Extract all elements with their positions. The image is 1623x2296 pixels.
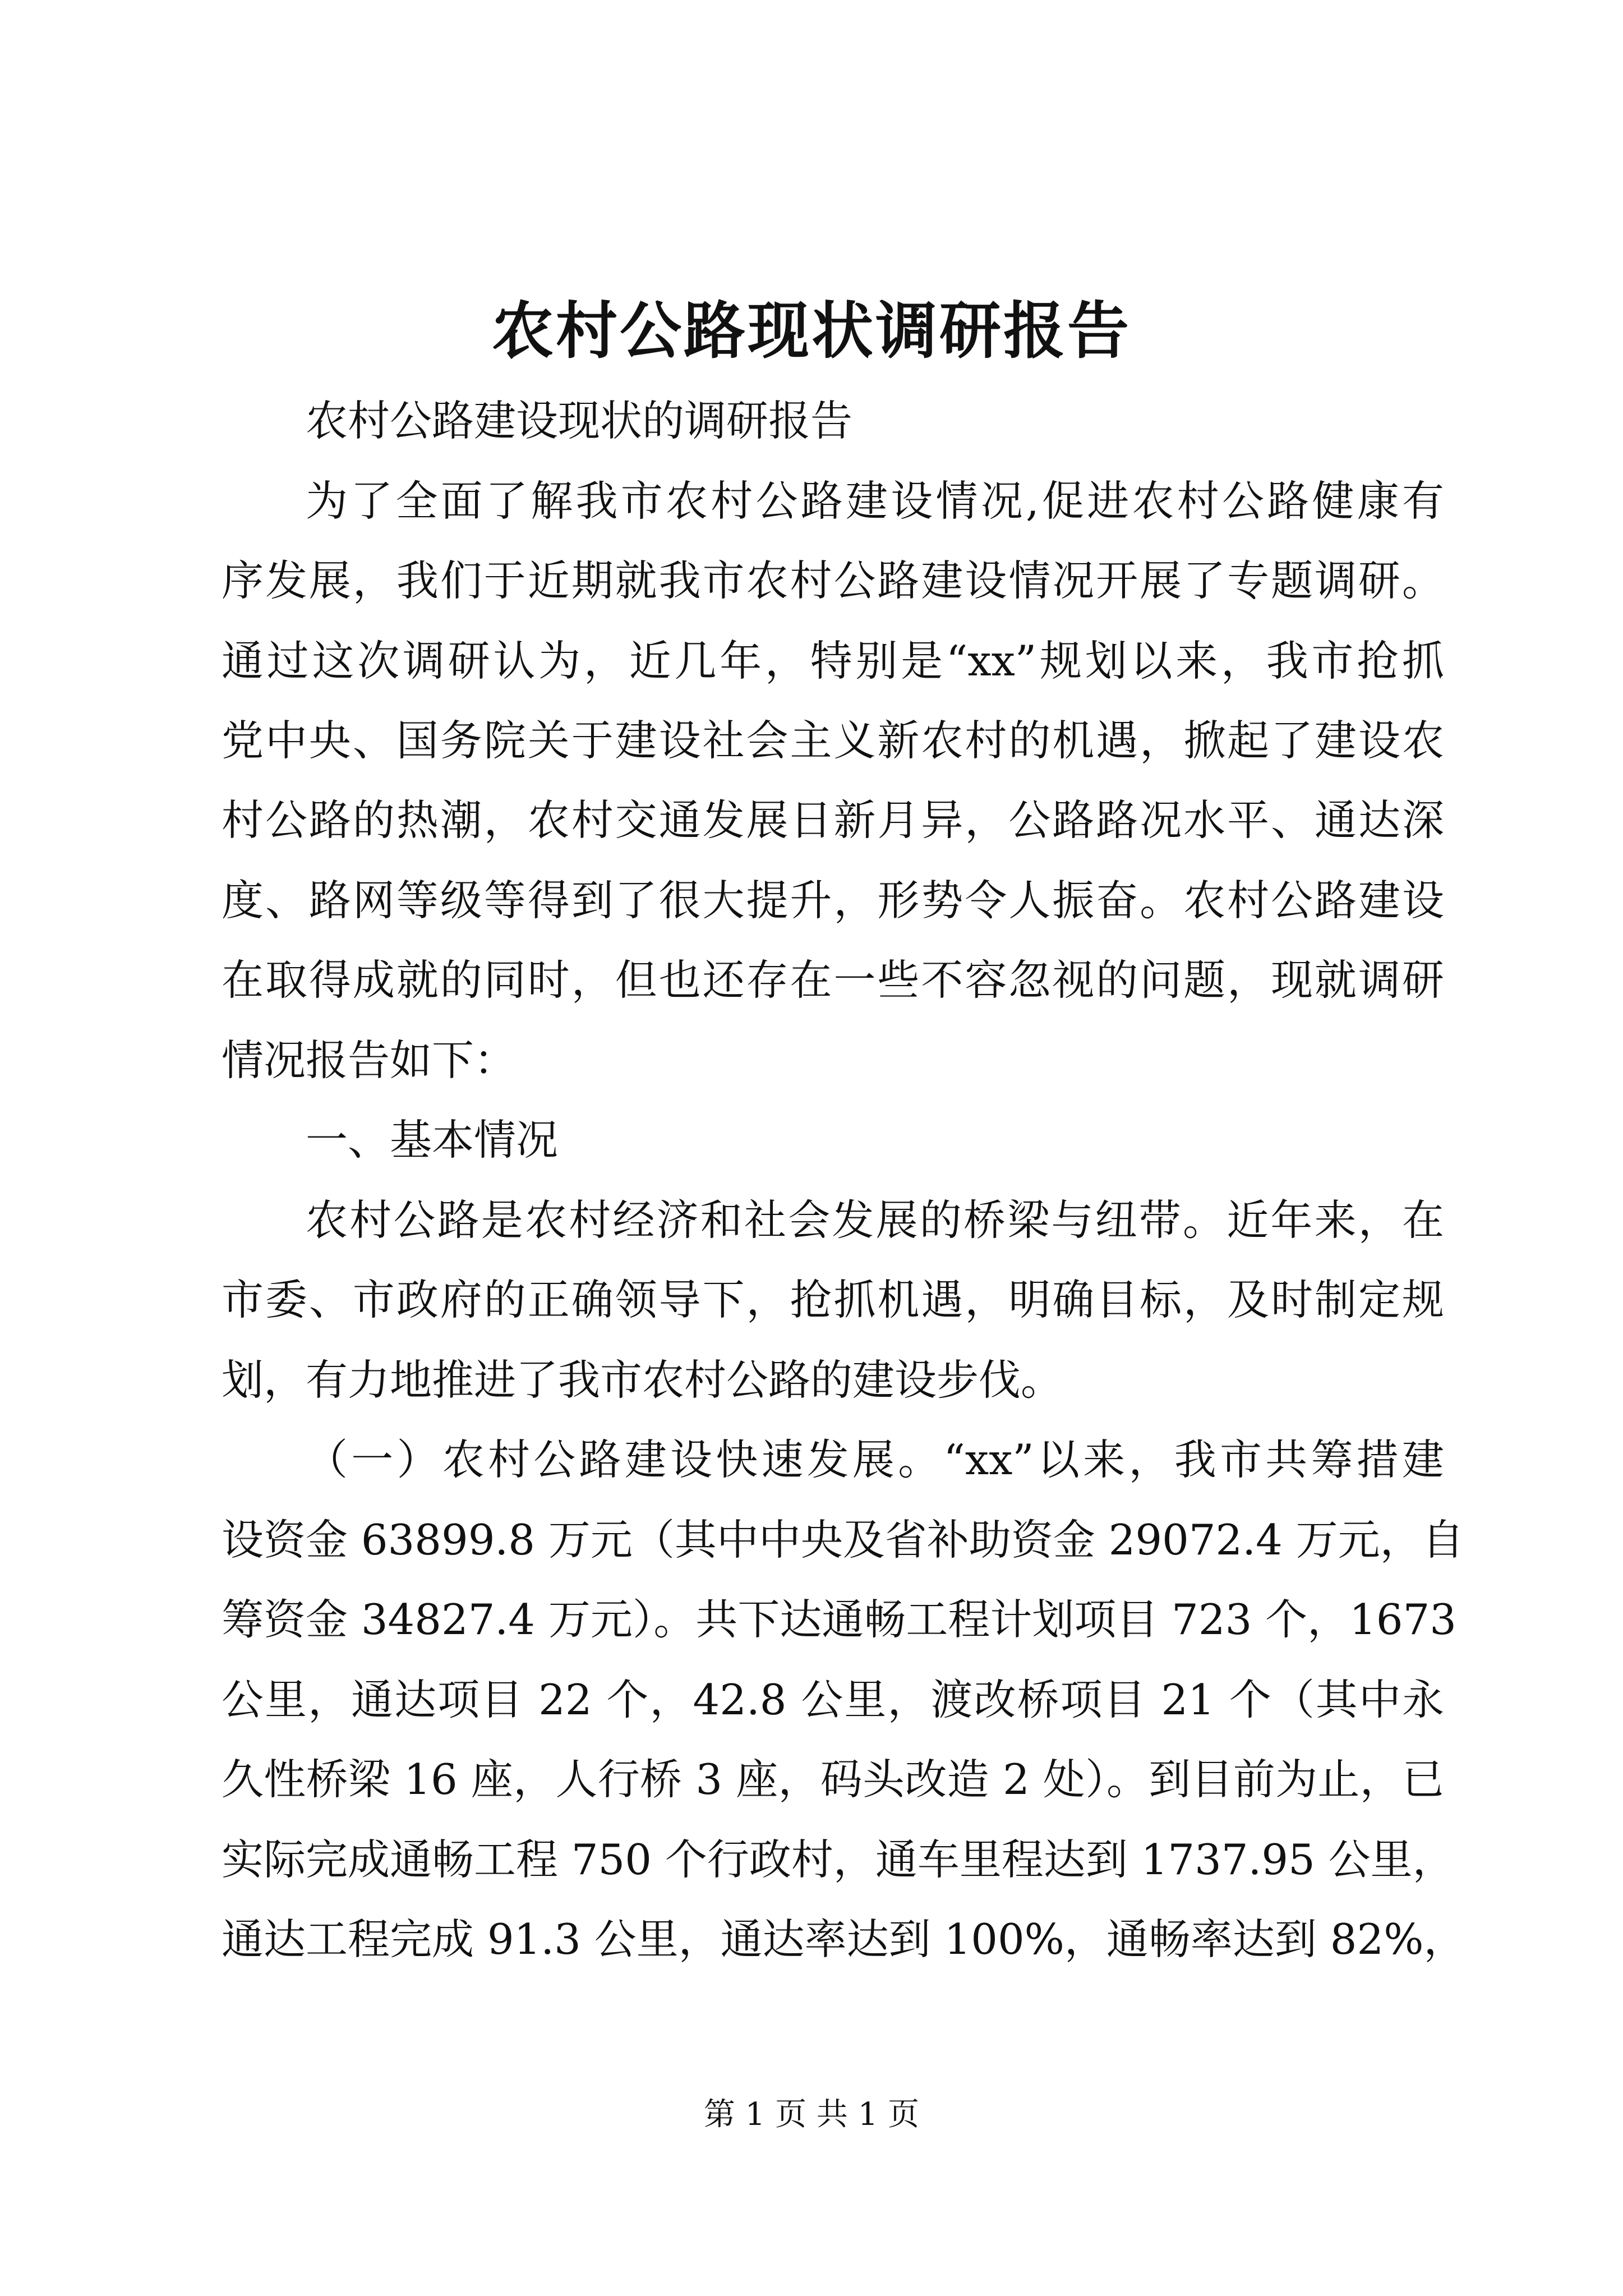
paragraph-line: 设资金 63899.8 万元（其中中央及省补助资金 29072.4 万元，自 [222,1515,1464,1565]
paragraph-line: 通达工程完成 91.3 公里，通达率达到 100%，通畅率达到 82%， [222,1915,1466,1964]
paragraph-line: 农村公路是农村经济和社会发展的桥梁与纽带。近年来，在 [306,1195,1444,1245]
paragraph-line: 党中央、国务院关于建设社会主义新农村的机遇，掀起了建设农 [222,716,1444,765]
paragraph-line: 久性桥梁 16 座，人行桥 3 座，码头改造 2 处）。到目前为止，已 [222,1755,1444,1804]
page-number-footer: 第 1 页 共 1 页 [703,2096,920,2133]
paragraph-line: 划，有力地推进了我市农村公路的建设步伐。 [222,1355,1063,1405]
document-subtitle: 农村公路建设现状的调研报告 [306,396,853,445]
paragraph-line: 度、路网等级等得到了很大提升，形势令人振奋。农村公路建设 [222,876,1444,925]
paragraph-line: 村公路的热潮，农村交通发展日新月异，公路路况水平、通达深 [222,795,1444,845]
paragraph-line: 筹资金 34827.4 万元）。共下达通畅工程计划项目 723 个，1673 [222,1595,1457,1644]
paragraph-line: 通过这次调研认为，近几年，特别是“xx”规划以来，我市抢抓 [222,636,1444,685]
document-title: 农村公路现状调研报告 [492,295,1131,367]
paragraph-line: 实际完成通畅工程 750 个行政村，通车里程达到 1737.95 公里， [222,1835,1455,1884]
paragraph-line: 序发展，我们于近期就我市农村公路建设情况开展了专题调研。 [222,556,1444,605]
paragraph-line: （一）农村公路建设快速发展。“xx”以来，我市共筹措建 [306,1435,1444,1484]
paragraph-line: 公里，通达项目 22 个，42.8 公里，渡改桥项目 21 个（其中永 [222,1675,1444,1724]
paragraph-line: 市委、市政府的正确领导下，抢抓机遇，明确目标，及时制定规 [222,1275,1444,1324]
paragraph-line: 为了全面了解我市农村公路建设情况,促进农村公路健康有 [306,476,1444,526]
paragraph-line: 情况报告如下： [222,1036,517,1085]
section-heading: 一、基本情况 [306,1115,559,1165]
paragraph-line: 在取得成就的同时，但也还存在一些不容忽视的问题，现就调研 [222,955,1444,1005]
